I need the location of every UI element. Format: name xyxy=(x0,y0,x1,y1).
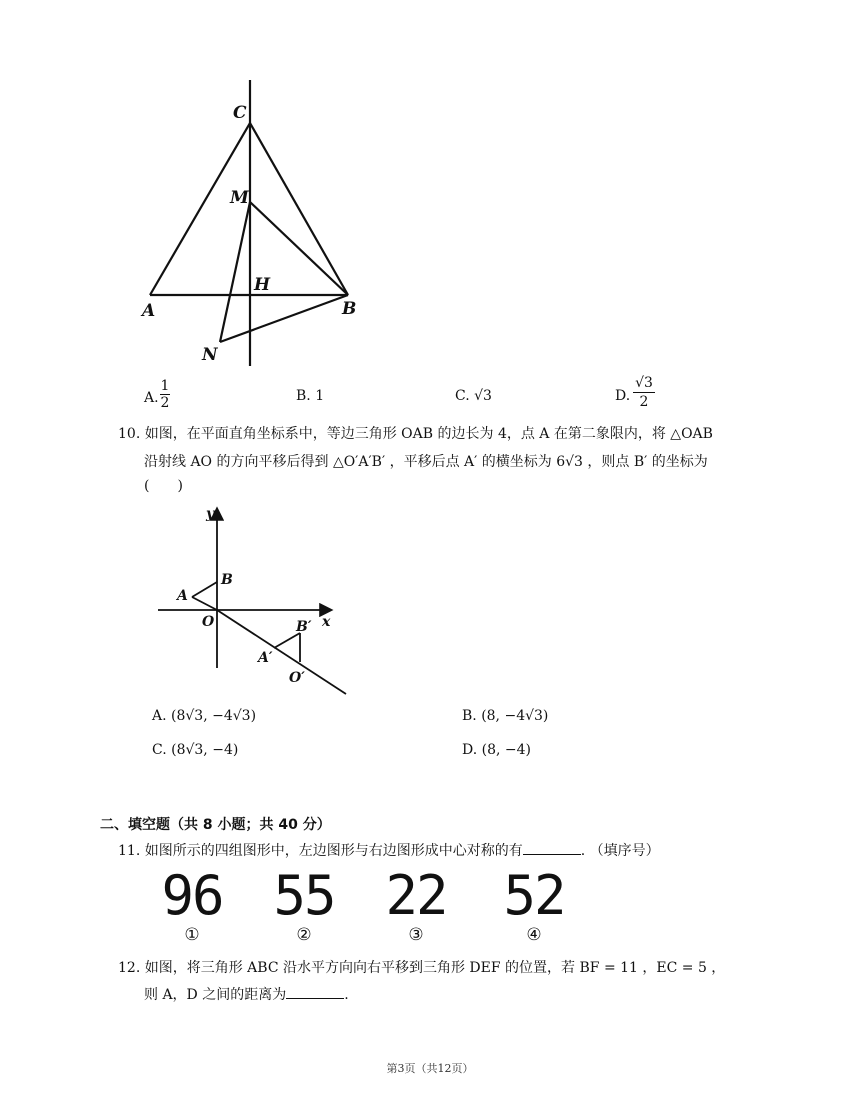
q9-segment-mn xyxy=(220,202,250,342)
q10-option-c: C. (8√3, −4) xyxy=(152,742,239,758)
q9-option-a-label: A. xyxy=(144,390,159,406)
q10-label-a: A xyxy=(177,588,188,604)
q11-group-1-label: ① xyxy=(184,925,200,945)
q9-option-d-fraction xyxy=(633,374,655,411)
q10-label-o-prime: O′ xyxy=(289,670,305,686)
q12-line1: 12. 如图，将三角形 ABC 沿水平方向向右平移到三角形 DEF 的位置，若 BF = 11 ，EC = 5 ， xyxy=(118,960,726,976)
q9-option-d-numerator: √3 xyxy=(633,374,655,393)
q10-segment-a2b2 xyxy=(274,633,300,648)
q11-group-1-glyphs: 96 xyxy=(161,864,223,927)
q10-line1: 10. 如图，在平面直角坐标系中，等边三角形 OAB 的边长为 4，点 A 在第二象限内，将 △OAB xyxy=(118,426,713,442)
q12-line2 xyxy=(144,984,349,1005)
q11-group-2 xyxy=(264,866,344,944)
q11-text-after: . （填序号） xyxy=(580,843,660,859)
q10-option-b: B. (8, −4√3) xyxy=(462,708,549,724)
q10-label-b-prime: B′ xyxy=(296,619,312,635)
q9-figure xyxy=(130,70,390,380)
q10-option-d: D. (8, −4) xyxy=(462,742,531,758)
q12-line2-after: . xyxy=(344,987,349,1003)
q10-segment-ab xyxy=(192,582,217,597)
q9-option-c xyxy=(455,388,492,404)
q11-group-2-glyphs: 55 xyxy=(273,864,335,927)
q9-option-b-label: B. xyxy=(296,388,311,404)
q9-option-c-label: C. xyxy=(455,388,470,404)
q10-label-a-prime: A′ xyxy=(258,650,273,666)
q9-option-d-denominator: 2 xyxy=(639,394,649,410)
q9-label-n: N xyxy=(202,345,218,365)
q9-label-a: A xyxy=(142,301,156,321)
q9-option-a-numerator: 1 xyxy=(160,378,170,394)
q9-option-b xyxy=(296,388,324,404)
q9-option-c-value: √3 xyxy=(474,388,492,404)
page-footer: 第3页（共12页） xyxy=(386,1062,474,1075)
q9-option-d-label: D. xyxy=(615,388,631,404)
q10-segment-ao xyxy=(192,597,217,610)
q12-answer-blank[interactable] xyxy=(286,984,344,999)
q9-option-b-value: 1 xyxy=(315,388,325,404)
q10-option-a: A. (8√3, −4√3) xyxy=(152,708,257,724)
q10-line3: ( ) xyxy=(144,478,183,494)
q11-text-before: 11. 如图所示的四组图形中，左边图形与右边图形成中心对称的有 xyxy=(118,843,523,859)
q9-label-c: C xyxy=(233,103,247,123)
q11-group-3-glyphs: 22 xyxy=(385,864,447,927)
q11-group-4-label: ④ xyxy=(526,925,542,945)
q10-figure xyxy=(150,500,360,700)
q9-label-h: H xyxy=(254,275,271,295)
q9-label-b: B xyxy=(342,299,357,319)
section-title: 二、填空题（共 8 小题；共 40 分） xyxy=(100,817,331,833)
q11-group-3-label: ③ xyxy=(408,925,424,945)
q11-group-4-glyphs: 52 xyxy=(503,864,565,927)
q11-group-3 xyxy=(376,866,456,944)
q9-label-m: M xyxy=(230,188,249,208)
q11-group-2-label: ② xyxy=(296,925,312,945)
q10-line2: 沿射线 AO 的方向平移后得到 △O′A′B′ ，平移后点 A′ 的横坐标为 6√3 ，则点 B′ 的坐标为 xyxy=(144,454,708,470)
q9-option-a-denominator: 2 xyxy=(160,395,170,411)
q10-label-x: x xyxy=(322,614,331,630)
q9-segment-cb xyxy=(250,123,348,295)
q10-label-y: y xyxy=(206,506,215,522)
q11-text xyxy=(118,840,660,861)
q9-segment-nb xyxy=(220,295,348,342)
q11-answer-blank[interactable] xyxy=(523,840,581,855)
q10-label-o: O xyxy=(202,614,215,630)
q11-group-1 xyxy=(152,866,232,944)
q11-group-4 xyxy=(494,866,574,944)
q9-option-a-fraction xyxy=(160,378,170,411)
q10-label-b: B xyxy=(221,572,233,588)
q12-line2-before: 则 A，D 之间的距离为 xyxy=(144,987,287,1003)
